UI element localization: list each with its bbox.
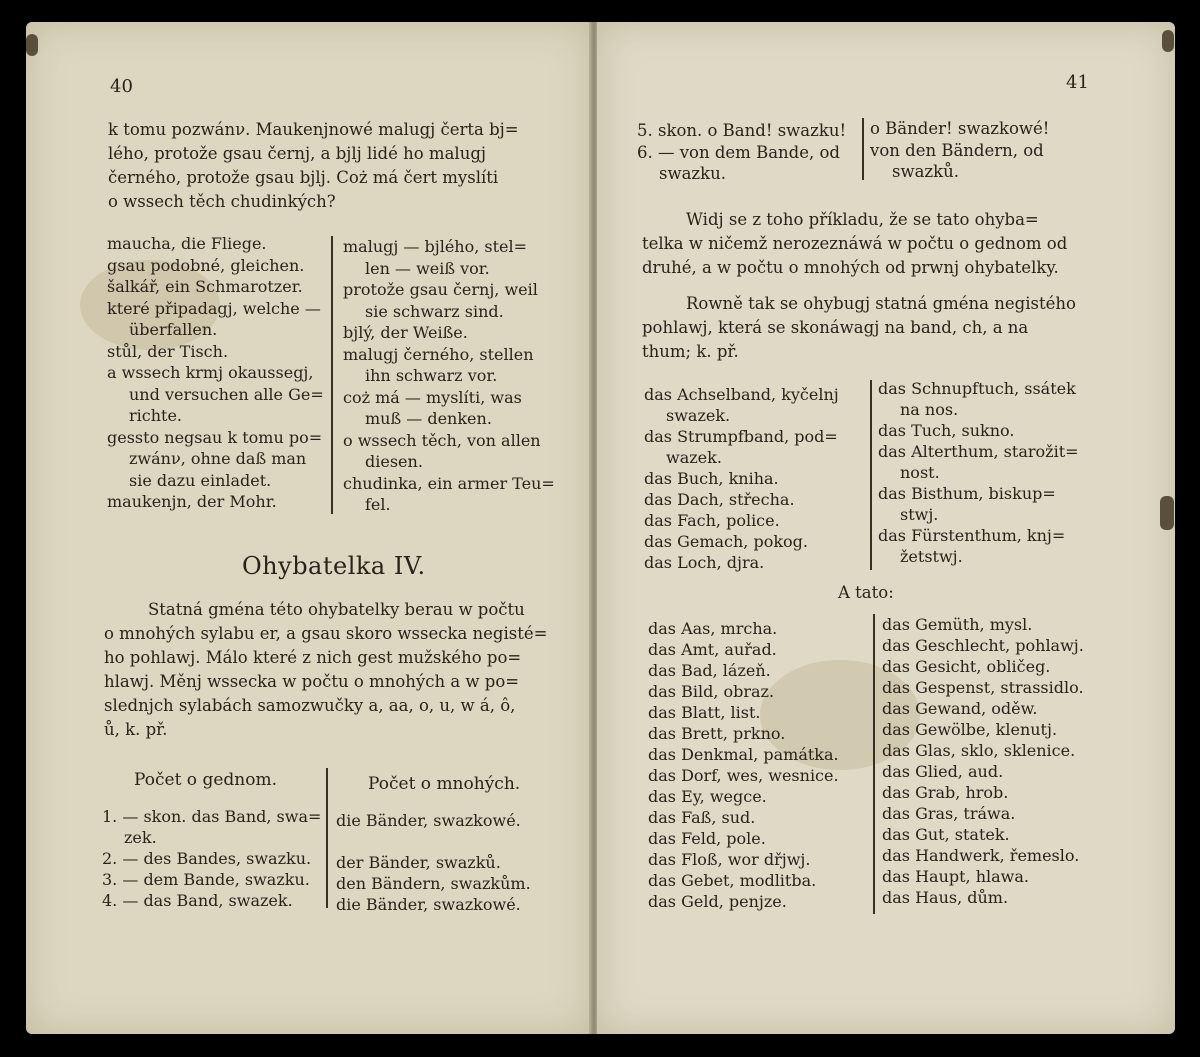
binding-hole-top-left	[26, 34, 38, 56]
text-line: Rowně tak se ohybugj statná gména negistého	[686, 294, 1076, 313]
column-divider	[331, 236, 333, 514]
declension-row: 4. — das Band, swazek.	[102, 891, 293, 910]
text-line: ů, k. př.	[104, 720, 168, 739]
left-vocab-column-1	[107, 233, 324, 513]
vocab-entry: stůl, der Tisch.	[107, 341, 229, 361]
word-entry: das Glas, sklo, sklenice.	[882, 741, 1076, 760]
text-line: pohlawj, která se skonáwagj na band, ch, a na	[642, 318, 1029, 337]
word-entry: žetstwj.	[900, 547, 963, 566]
vocab-entry: zwánν, ohne daß man	[129, 449, 307, 468]
vocab-entry: maucha, die Fliege.	[107, 234, 267, 253]
right-page-number: 41	[1066, 72, 1089, 93]
word-entry: nost.	[900, 463, 940, 482]
text-line: ho pohlawj. Málo které z nich gest mužského po=	[104, 648, 522, 667]
word-entry: das Schnupftuch, ssátek	[878, 379, 1076, 398]
text-line: k tomu pozwánν. Maukenjnowé malugj čerta bj=	[108, 120, 519, 139]
word-entry: das Dach, střecha.	[644, 490, 795, 509]
list-divider	[873, 614, 875, 914]
text-line: lého, protože gsau černj, a bjlj lidé ho malugj	[108, 144, 487, 163]
word-entry: das Amt, auřad.	[648, 640, 777, 659]
word-entry: das Dorf, wes, wesnice.	[648, 766, 839, 785]
word-entry: das Geld, penjze.	[648, 892, 787, 911]
text-line: černého, protože gsau bjlj. Coż má čert myslíti	[108, 168, 499, 187]
declension-row: die Bänder, swazkowé.	[336, 811, 521, 830]
vocab-entry: ihn schwarz vor.	[365, 366, 498, 385]
vocab-entry: sie schwarz sind.	[365, 301, 504, 321]
word-entry: das Gesicht, obličeg.	[882, 657, 1051, 676]
declension-row: von den Bändern, od	[870, 140, 1044, 160]
declension-row: 3. — dem Bande, swazku.	[102, 870, 310, 889]
declension-row: zek.	[124, 828, 157, 847]
text-line: Widj se z toho příkladu, že se tato ohyba=	[686, 210, 1039, 229]
word-entry: stwj.	[900, 505, 939, 524]
word-entry: na nos.	[900, 400, 959, 419]
binding-hole-top-right	[1162, 30, 1174, 52]
declension-row: o Bänder! swazkowé!	[870, 119, 1050, 138]
word-entry: das Alterthum, starožit=	[878, 442, 1079, 461]
word-entry: das Gras, tráwa.	[882, 804, 1016, 823]
word-entry: das Gebet, modlitba.	[648, 871, 817, 890]
word-entry: das Brett, prkno.	[648, 724, 786, 743]
vocab-entry: chudinka, ein armer Teu=	[343, 473, 555, 493]
word-entry: das Gemüth, mysl.	[882, 615, 1033, 634]
declension-row: den Bändern, swazkům.	[336, 874, 531, 893]
word-list-1-column-1	[644, 384, 839, 573]
declension-singular-column	[102, 806, 321, 911]
vocab-entry: diesen.	[365, 452, 423, 471]
word-entry: das Geschlecht, pohlawj.	[882, 636, 1084, 655]
word-entry: das Gespenst, strassidlo.	[882, 678, 1084, 697]
word-entry: das Gewand, oděw.	[882, 699, 1038, 718]
text-line: o mnohých sylabu er, a gsau skoro wssecka negisté=	[104, 624, 548, 643]
word-entry: swazek.	[666, 406, 731, 425]
word-entry: das Aas, mrcha.	[648, 619, 778, 638]
word-entry: das Fürstenthum, knj=	[878, 526, 1066, 545]
left-intro-paragraph	[108, 118, 563, 214]
word-list-2-column-1	[648, 618, 839, 912]
word-list-1-column-2	[878, 378, 1079, 567]
vocab-entry: coż má — myslíti, was	[343, 387, 522, 407]
vocab-entry: malugj černého, stellen	[343, 344, 534, 364]
text-line: o wssech těch chudinkých?	[108, 192, 336, 211]
word-entry: wazek.	[666, 448, 722, 467]
declension-row: swazku.	[659, 164, 726, 183]
word-entry: das Gut, statek.	[882, 825, 1010, 844]
declension-row	[336, 831, 531, 852]
left-page-number: 40	[110, 76, 133, 97]
word-entry: das Ey, wegce.	[648, 787, 767, 806]
vocab-entry: und versuchen alle Ge=	[129, 384, 324, 404]
vocab-entry: sie dazu einladet.	[129, 470, 272, 490]
text-line: hlawj. Měnj wssecka w počtu o mnohých a w po=	[104, 672, 520, 691]
declension-continued-plural	[870, 118, 1049, 183]
declension-row: 6. — von dem Bande, od	[637, 142, 840, 162]
word-entry: das Haus, dům.	[882, 888, 1009, 907]
word-entry: das Achselband, kyčelnj	[644, 385, 839, 404]
vocab-entry: maukenjn, der Mohr.	[107, 492, 277, 511]
word-entry: das Handwerk, řemeslo.	[882, 846, 1080, 865]
vocab-entry: richte.	[129, 406, 183, 425]
text-line: Statná gména této ohybatelky berau w počtu	[148, 600, 525, 619]
left-vocab-column-2	[343, 236, 555, 516]
vocab-entry: a wssech krmj okaussegj,	[107, 363, 314, 382]
declension-continued-singular	[637, 120, 846, 185]
declension-plural-column	[336, 810, 531, 915]
declension-row: 2. — des Bandes, swazku.	[102, 849, 312, 868]
also-label: A tato:	[838, 583, 894, 602]
word-entry: das Strumpfband, pod=	[644, 427, 838, 446]
vocab-entry: fel.	[365, 495, 391, 514]
right-paragraph-1	[642, 208, 1092, 280]
word-entry: das Blatt, list.	[648, 703, 761, 722]
declension-row: die Bänder, swazkowé.	[336, 895, 521, 914]
table-header-plural: Počet o mnohých.	[368, 774, 521, 794]
word-entry: das Bisthum, biskup=	[878, 484, 1056, 503]
list-divider	[870, 380, 872, 570]
word-entry: das Bild, obraz.	[648, 682, 775, 701]
word-entry: das Gemach, pokog.	[644, 532, 809, 551]
declension-row: 5. skon. o Band! swazku!	[637, 121, 847, 140]
table-divider	[862, 118, 864, 180]
word-entry: das Floß, wor dřjwj.	[648, 850, 811, 869]
vocab-entry: protože gsau černj, weil	[343, 280, 538, 299]
word-entry: das Buch, kniha.	[644, 469, 779, 488]
word-entry: das Loch, djra.	[644, 553, 765, 572]
right-paragraph-2	[642, 292, 1092, 364]
declension-row: der Bänder, swazků.	[336, 853, 501, 872]
word-entry: das Grab, hrob.	[882, 783, 1009, 802]
word-entry: das Gewölbe, klenutj.	[882, 720, 1058, 739]
word-entry: das Fach, police.	[644, 511, 780, 530]
declension-row: 1. — skon. das Band, swa=	[102, 807, 322, 826]
word-entry: das Faß, sud.	[648, 808, 756, 827]
table-header-singular: Počet o gednom.	[134, 770, 277, 790]
vocab-entry: malugj — bjlého, stel=	[343, 237, 528, 256]
word-entry: das Denkmal, památka.	[648, 745, 839, 764]
vocab-entry: bjlý, der Weiße.	[343, 323, 468, 342]
section-heading: Ohybatelka IV.	[242, 552, 426, 580]
vocab-entry: které připadagj, welche —	[107, 298, 321, 318]
word-entry: das Glied, aud.	[882, 762, 1004, 781]
vocab-entry: überfallen.	[129, 320, 218, 339]
text-line: slednjch sylabách samozwučky a, aa, o, u, w á, ô,	[104, 696, 516, 715]
vocab-entry: gessto negsau k tomu po=	[107, 427, 323, 447]
word-entry: das Feld, pole.	[648, 829, 766, 848]
text-line: thum; k. př.	[642, 342, 739, 361]
vocab-entry: o wssech těch, von allen	[343, 430, 541, 450]
word-entry: das Bad, lázeň.	[648, 661, 771, 680]
vocab-entry: muß — denken.	[365, 409, 492, 428]
text-line: druhé, a w počtu o mnohých od prwnj ohybatelky.	[642, 258, 1059, 277]
declension-row: swazků.	[892, 162, 959, 181]
word-entry: das Haupt, hlawa.	[882, 867, 1029, 886]
vocab-entry: šalkář, ein Schmarotzer.	[107, 277, 303, 296]
word-entry: das Tuch, sukno.	[878, 421, 1015, 440]
vocab-entry: len — weiß vor.	[365, 258, 490, 278]
table-divider	[326, 768, 328, 908]
binding-hole-right-middle	[1160, 496, 1174, 530]
vocab-entry: gsau podobné, gleichen.	[107, 255, 305, 275]
left-body-paragraph	[104, 598, 564, 742]
word-list-2-column-2	[882, 614, 1084, 908]
text-line: telka w ničemž nerozeznáwá w počtu o gednom od	[642, 234, 1068, 253]
